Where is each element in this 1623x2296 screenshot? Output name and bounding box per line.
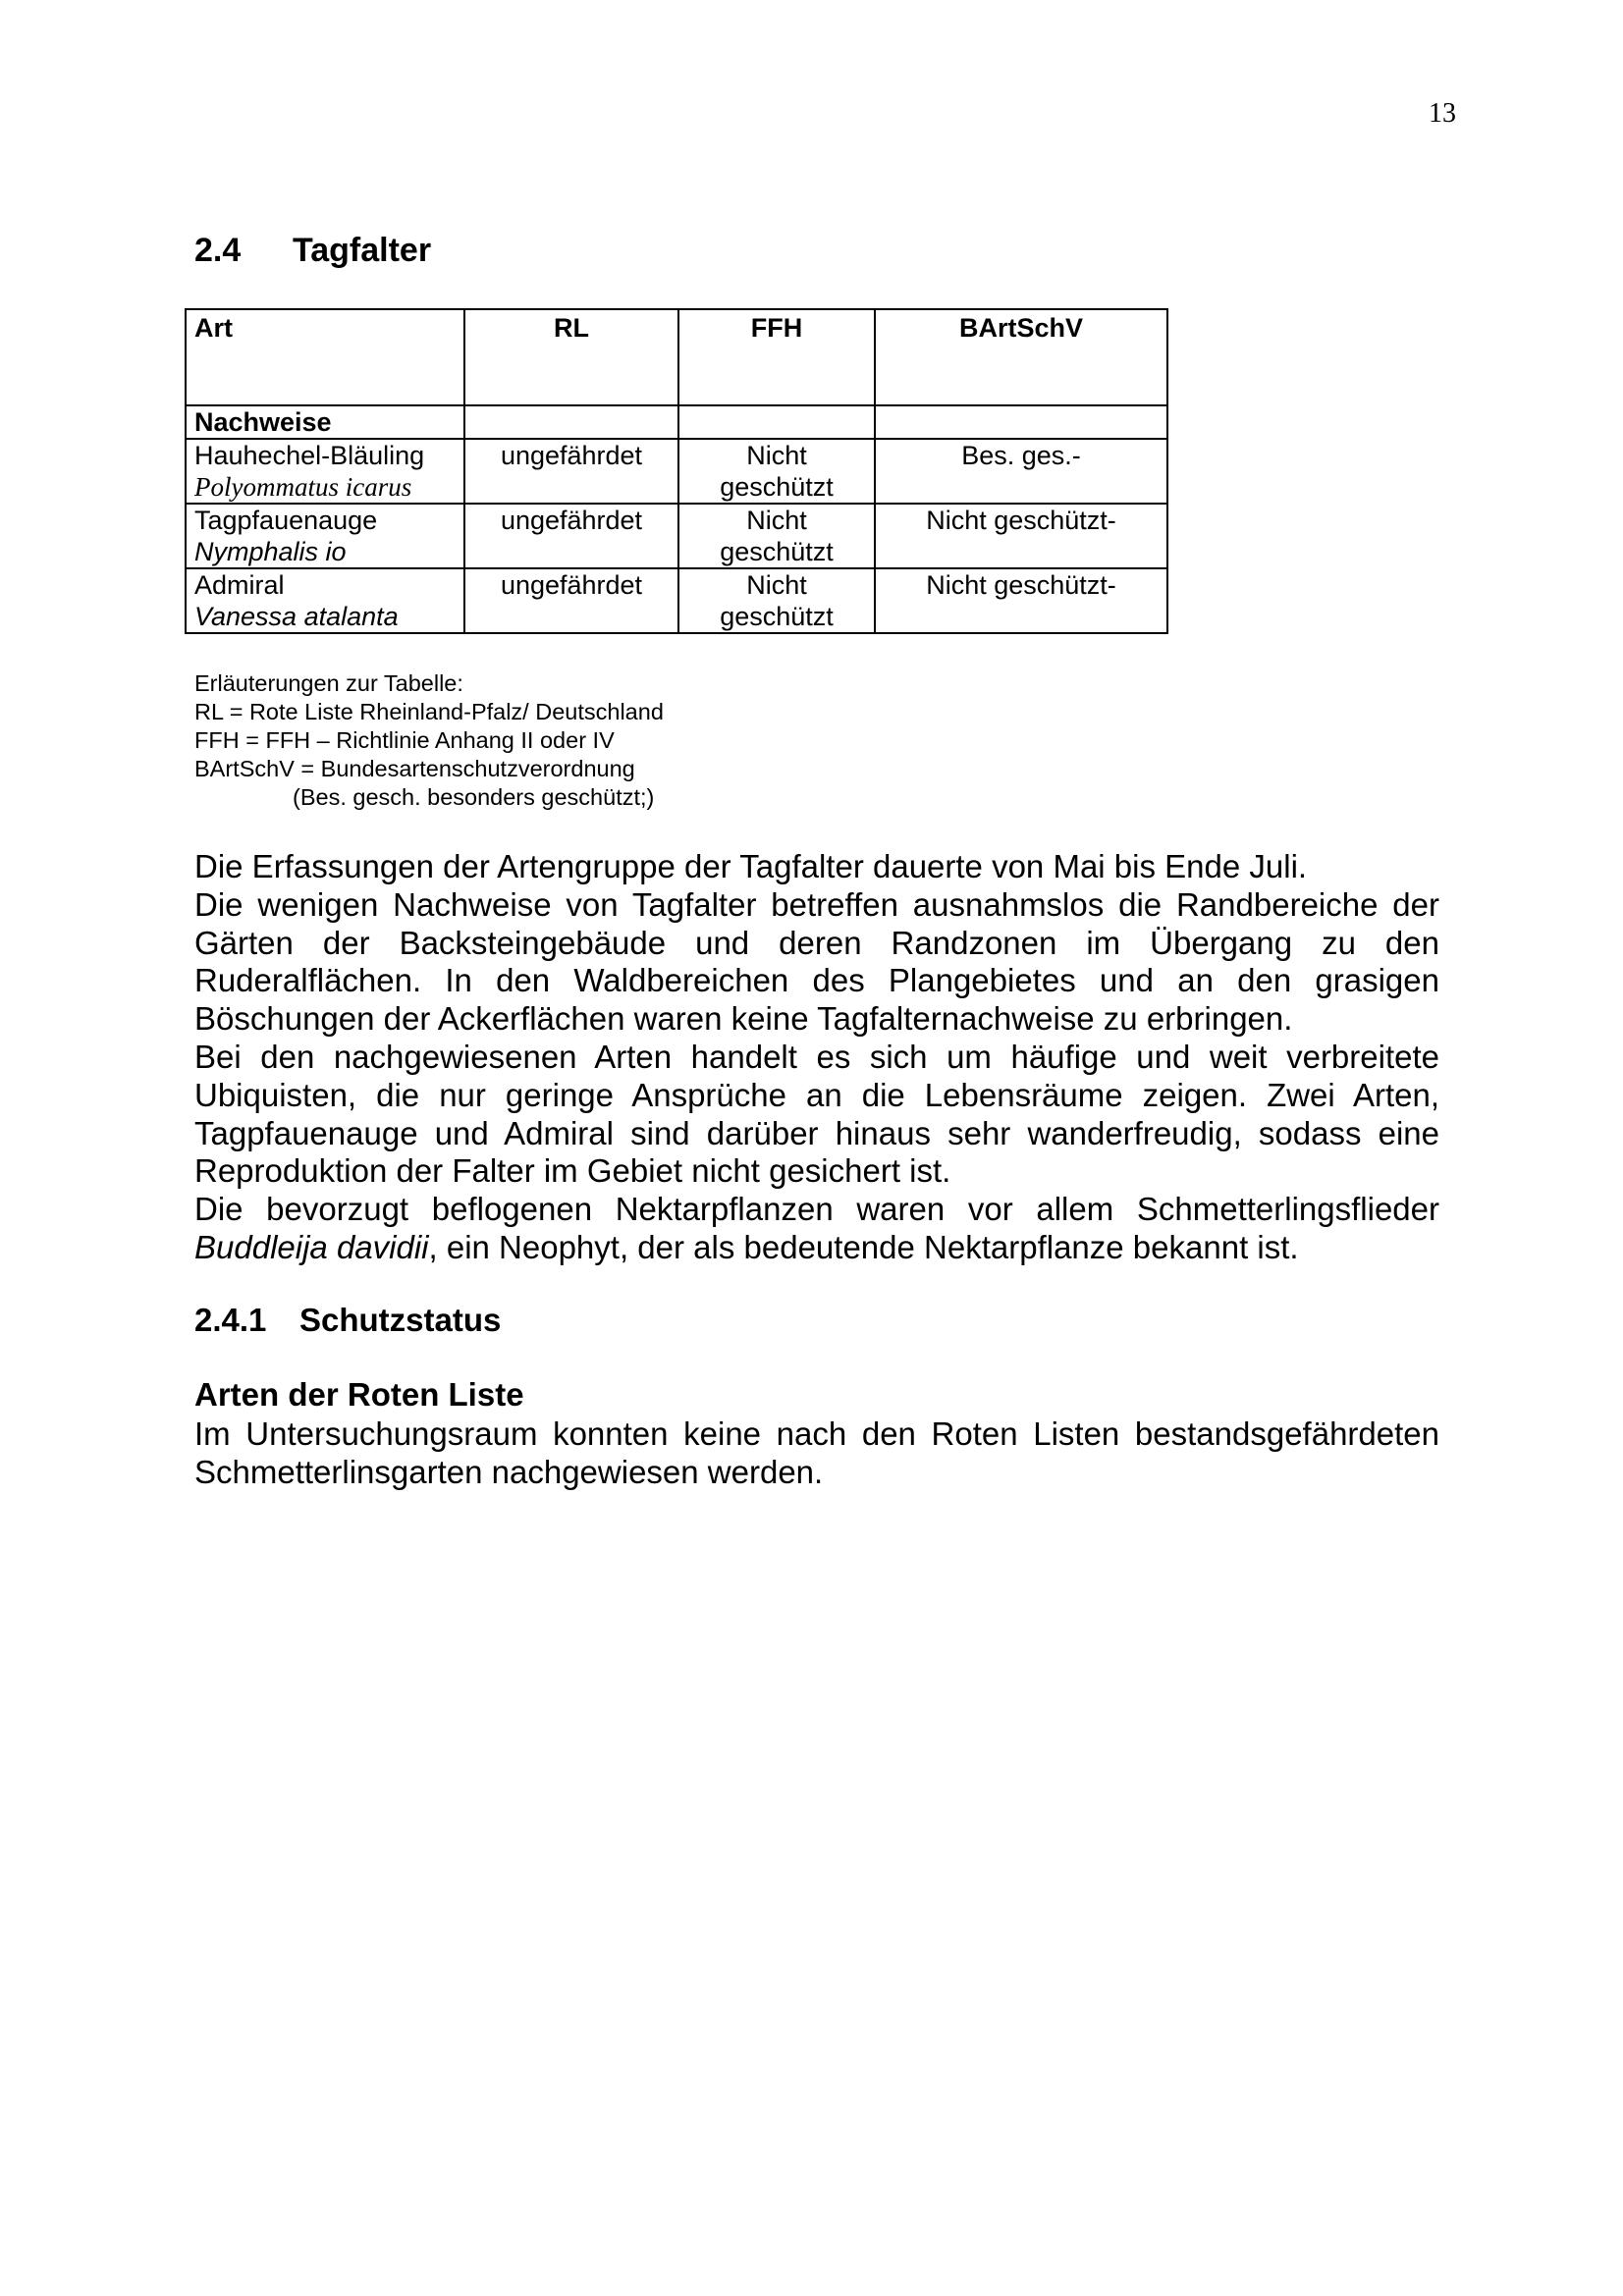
- header-rl: RL: [464, 309, 678, 405]
- ffh-line-2: geschützt: [720, 602, 834, 631]
- subheader-nachweise: Nachweise: [186, 405, 464, 439]
- table-row: [186, 568, 1167, 633]
- rl-cell: ungefährdet: [464, 504, 678, 568]
- red-list-text: [194, 1415, 1439, 1492]
- ffh-cell: [678, 568, 875, 633]
- bartschv-cell: Nicht geschützt-: [875, 504, 1167, 568]
- legend-line: Erläuterungen zur Tabelle:: [194, 670, 463, 696]
- ffh-line-2: geschützt: [720, 472, 834, 502]
- latin-name: Polyommatus icarus: [194, 472, 412, 502]
- common-name: Tagpfauenauge: [194, 506, 378, 535]
- empty-cell: [678, 405, 875, 439]
- empty-cell: [464, 405, 678, 439]
- table-legend: [194, 669, 664, 812]
- ffh-line-1: Nicht: [746, 506, 807, 535]
- page-number: 13: [1429, 98, 1456, 129]
- paragraph: Bei den nachgewiesenen Arten handelt es sich um häufige und weit verbreitete Ubiquisten, die nur geringe Ansprüche an die Lebensräume zeigen. Zwei Arten, Tagpfauenauge und Admiral sind darüber hinaus sehr wanderfreudig, sodass eine Reproduktion der Falter im Gebiet nicht gesichert ist.: [194, 1038, 1439, 1190]
- ffh-line-2: geschützt: [720, 537, 834, 566]
- table-row: [186, 439, 1167, 504]
- header-bartschv: BArtSchV: [875, 309, 1167, 405]
- paragraph-text: , ein Neophyt, der als bedeutende Nektarpflanze bekannt ist.: [428, 1228, 1299, 1265]
- species-cell: [186, 504, 464, 568]
- subsection-number: 2.4.1: [194, 1302, 267, 1338]
- paragraph: Die Erfassungen der Artengruppe der Tagfalter dauerte von Mai bis Ende Juli.: [194, 848, 1308, 884]
- ffh-cell: [678, 504, 875, 568]
- paragraph: Im Untersuchungsraum konnten keine nach den Roten Listen bestandsgefährdeten Schmetterlinsgarten nachgewiesen werden.: [194, 1415, 1439, 1490]
- legend-line: FFH = FFH – Richtlinie Anhang II oder IV: [194, 727, 615, 753]
- section-number: 2.4: [194, 232, 242, 269]
- table-subheader-row: [186, 405, 1167, 439]
- table-row: [186, 504, 1167, 568]
- species-table: [185, 308, 1168, 634]
- header-art: Art: [186, 309, 464, 405]
- ffh-line-1: Nicht: [746, 441, 807, 470]
- legend-line: BArtSchV = Bundesartenschutzverordnung: [194, 756, 635, 781]
- latin-name: Nymphalis io: [194, 537, 347, 566]
- bartschv-cell: Bes. ges.-: [875, 439, 1167, 504]
- legend-line: RL = Rote Liste Rheinland-Pfalz/ Deutschland: [194, 699, 664, 724]
- common-name: Hauhechel-Bläuling: [194, 441, 425, 470]
- paragraph: Die wenigen Nachweise von Tagfalter betreffen ausnahmslos die Randbereiche der Gärten der Backsteingebäude und deren Randzonen im Übergang zu den Ruderalflächen. In den Waldbereichen des Plangebietes und an den grasigen Böschungen der Ackerflächen waren keine Tagfalternachweise zu erbringen.: [194, 885, 1439, 1038]
- body-text: [194, 848, 1439, 1267]
- ffh-cell: [678, 439, 875, 504]
- common-name: Admiral: [194, 570, 285, 600]
- bartschv-cell: Nicht geschützt-: [875, 568, 1167, 633]
- paragraph-text: Die bevorzugt beflogenen Nektarpflanzen waren vor allem Schmetterlingsflieder: [194, 1191, 1439, 1228]
- paragraph: [194, 1191, 1439, 1267]
- subsection-heading: [194, 1302, 501, 1339]
- table-header-row: [186, 309, 1167, 405]
- empty-cell: [875, 405, 1167, 439]
- header-ffh: FFH: [678, 309, 875, 405]
- species-name-italic: Buddleija davidii: [194, 1228, 429, 1265]
- red-list-heading: Arten der Roten Liste: [194, 1376, 524, 1413]
- latin-name: Vanessa atalanta: [194, 602, 399, 631]
- rl-cell: ungefährdet: [464, 568, 678, 633]
- section-title: Tagfalter: [293, 232, 432, 269]
- ffh-line-1: Nicht: [746, 570, 807, 600]
- section-heading: [194, 232, 431, 270]
- species-cell: [186, 439, 464, 504]
- rl-cell: ungefährdet: [464, 439, 678, 504]
- legend-line: (Bes. gesch. besonders geschützt;): [293, 784, 655, 810]
- subsection-title: Schutzstatus: [299, 1302, 502, 1338]
- species-cell: [186, 568, 464, 633]
